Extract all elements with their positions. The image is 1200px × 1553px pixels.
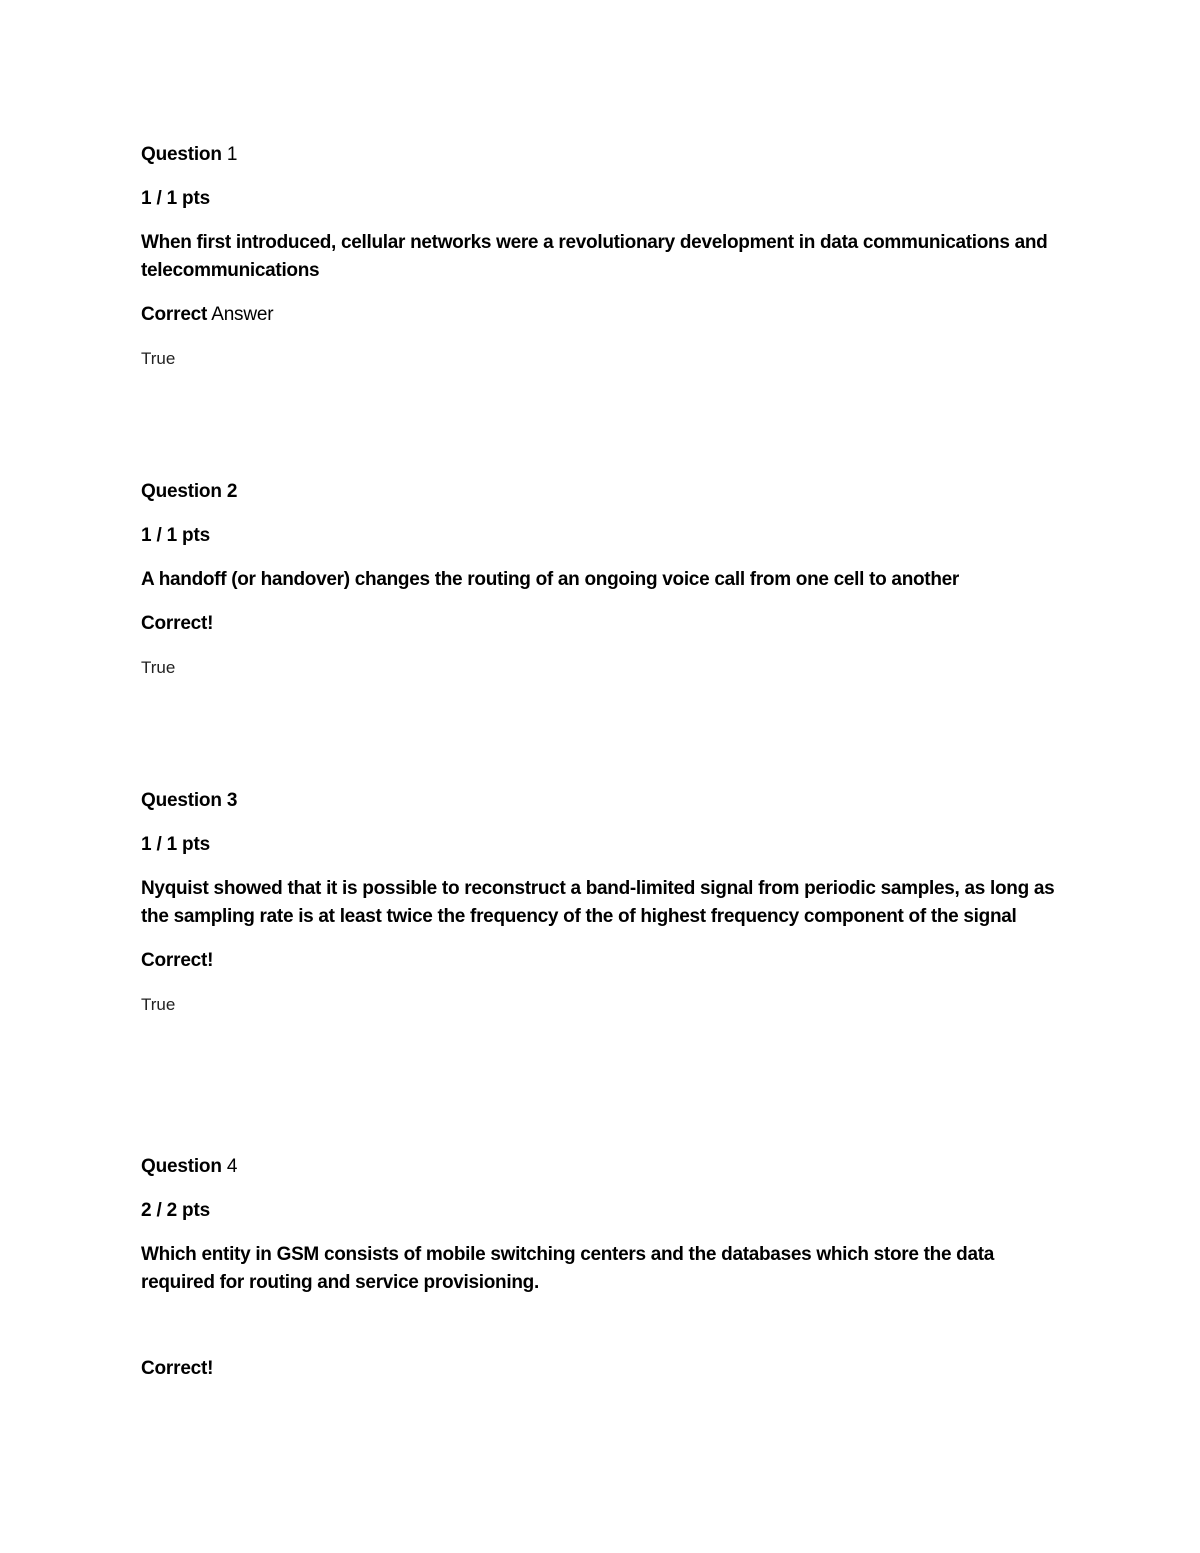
question-4	[141, 1153, 1061, 1383]
question-title-word: Question	[141, 790, 222, 811]
question-text: When first introduced, cellular networks were a revolutionary development in data communications and telecommunications	[141, 232, 1048, 281]
question-points: 2 / 2 pts	[141, 1200, 210, 1221]
question-1	[141, 141, 1061, 372]
question-title	[141, 787, 1061, 815]
question-number: 3	[226, 790, 238, 811]
question-points: 1 / 1 pts	[141, 525, 210, 546]
answer-status: Correct!	[141, 950, 214, 971]
question-text: Which entity in GSM consists of mobile switching centers and the databases which store the data required for routing and service provisioning.	[141, 1244, 995, 1293]
question-title	[141, 478, 1061, 506]
answer-value: True	[141, 658, 176, 677]
question-number: 1	[226, 144, 238, 165]
question-title-word: Question	[141, 1156, 222, 1177]
question-title	[141, 1153, 1061, 1181]
question-text: Nyquist showed that it is possible to reconstruct a band-limited signal from periodic samples, as long as the sampling rate is at least twice the frequency of the of highest frequency component of the signal	[141, 878, 1055, 927]
answer-value: True	[141, 995, 176, 1014]
answer-status-rest: Answer	[207, 304, 274, 325]
question-number: 2	[226, 481, 238, 502]
answer-value: True	[141, 349, 176, 368]
question-points: 1 / 1 pts	[141, 188, 210, 209]
answer-status: Correct!	[141, 613, 214, 634]
question-points: 1 / 1 pts	[141, 834, 210, 855]
question-title-word: Question	[141, 481, 222, 502]
question-text: A handoff (or handover) changes the routing of an ongoing voice call from one cell to another	[141, 569, 960, 590]
question-title-word: Question	[141, 144, 222, 165]
question-number: 4	[226, 1156, 238, 1177]
question-3	[141, 787, 1061, 1018]
answer-status	[141, 301, 1061, 329]
question-title	[141, 141, 1061, 169]
question-2	[141, 478, 1061, 681]
answer-status: Correct!	[141, 1358, 214, 1379]
answer-status-bold: Correct	[141, 304, 208, 325]
